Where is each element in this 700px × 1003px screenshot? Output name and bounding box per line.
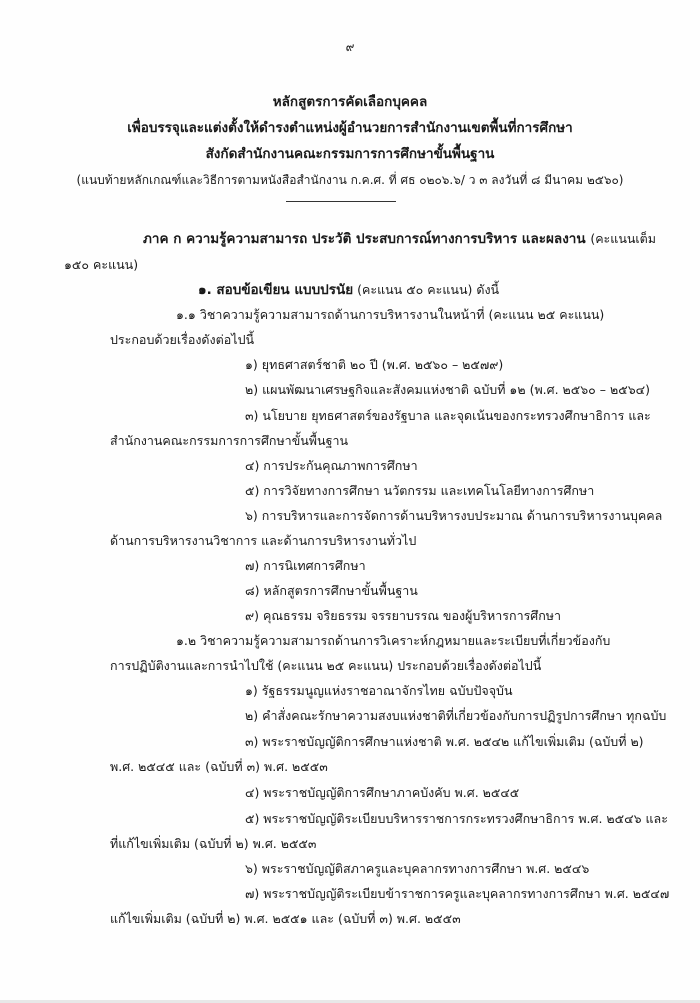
list-item-cont: พ.ศ. ๒๕๔๕ และ (ฉบับที่ ๓) พ.ศ. ๒๕๕๓ bbox=[110, 759, 328, 774]
list-item: ๕) การวิจัยทางการศึกษา นวัตกรรม และเทคโนโลยีทางการศึกษา bbox=[245, 483, 595, 498]
part-a-heading-text: ภาค ก ความรู้ความสามารถ ประวัติ ประสบการณ์ทางการบริหาร และผลงาน bbox=[143, 231, 586, 247]
section-1-score: (คะแนน ๕๐ คะแนน) ดังนี้ bbox=[357, 282, 500, 297]
list-item: ๓) พระราชบัญญัติการศึกษาแห่งชาติ พ.ศ. ๒๕๔๒ แก้ไขเพิ่มเติม (ฉบับที่ ๒) bbox=[245, 734, 644, 749]
divider-rule bbox=[286, 201, 396, 202]
part-a-heading-cont: ๑๕๐ คะแนน) bbox=[64, 257, 139, 272]
list-item: ๖) การบริหารและการจัดการด้านบริหารงบประมาณ ด้านการบริหารงานบุคคล bbox=[245, 508, 663, 523]
sub-1-2-line-2: การปฏิบัติงานและการนำไปใช้ (คะแนน ๒๕ คะแนน) ประกอบด้วยเรื่องดังต่อไปนี้ bbox=[110, 658, 542, 673]
title-line-1: หลักสูตรการคัดเลือกบุคคล bbox=[272, 94, 428, 110]
sub-1-1-line-2: ประกอบด้วยเรื่องดังต่อไปนี้ bbox=[110, 332, 255, 347]
list-item: ๕) พระราชบัญญัติระเบียบบริหารราชการกระทรวงศึกษาธิการ พ.ศ. ๒๕๔๖ และ bbox=[245, 811, 668, 826]
title-line-2: เพื่อบรรจุและแต่งตั้งให้ดำรงตำแหน่งผู้อำนวยการสำนักงานเขตพื้นที่การศึกษา bbox=[127, 120, 573, 136]
section-1-heading bbox=[198, 281, 499, 299]
list-item-cont: สำนักงานคณะกรรมการการศึกษาขั้นพื้นฐาน bbox=[110, 433, 349, 448]
list-item: ๒) แผนพัฒนาเศรษฐกิจและสังคมแห่งชาติ ฉบับที่ ๑๒ (พ.ศ. ๒๕๖๐ – ๒๕๖๔) bbox=[245, 382, 650, 397]
list-item: ๒) คำสั่งคณะรักษาความสงบแห่งชาติที่เกี่ยวข้องกับการปฏิรูปการศึกษา ทุกฉบับ bbox=[245, 708, 667, 723]
page-number: ๙ bbox=[345, 40, 355, 54]
list-item: ๑) ยุทธศาสตร์ชาติ ๒๐ ปี (พ.ศ. ๒๕๖๐ – ๒๕๗๙) bbox=[245, 357, 504, 372]
list-item: ๘) หลักสูตรการศึกษาขั้นพื้นฐาน bbox=[245, 583, 418, 598]
sub-1-2-line-1: ๑.๒ วิชาความรู้ความสามารถด้านการวิเคราะห์กฎหมายและระเบียบที่เกี่ยวข้องกับ bbox=[176, 633, 611, 648]
list-item: ๔) การประกันคุณภาพการศึกษา bbox=[245, 458, 418, 473]
list-item: ๔) พระราชบัญญัติการศึกษาภาคบังคับ พ.ศ. ๒๕๔๕ bbox=[245, 785, 520, 800]
list-item: ๗) พระราชบัญญัติระเบียบข้าราชการครูและบุคลากรทางการศึกษา พ.ศ. ๒๕๔๗ bbox=[245, 886, 670, 901]
list-item: ๖) พระราชบัญญัติสภาครูและบุคลากรทางการศึกษา พ.ศ. ๒๕๔๖ bbox=[245, 861, 590, 876]
list-item-cont: แก้ไขเพิ่มเติม (ฉบับที่ ๒) พ.ศ. ๒๕๕๑ และ (ฉบับที่ ๓) พ.ศ. ๒๕๕๓ bbox=[110, 911, 461, 926]
list-item: ๙) คุณธรรม จริยธรรม จรรยาบรรณ ของผู้บริหารการศึกษา bbox=[245, 608, 562, 623]
list-item: ๗) การนิเทศการศึกษา bbox=[245, 558, 366, 573]
section-1-label: ๑. สอบข้อเขียน แบบปรนัย bbox=[198, 282, 354, 298]
list-item-cont: ที่แก้ไขเพิ่มเติม (ฉบับที่ ๒) พ.ศ. ๒๕๕๓ bbox=[110, 836, 317, 851]
part-a-heading-score: (คะแนนเต็ม bbox=[590, 231, 657, 246]
list-item: ๓) นโยบาย ยุทธศาสตร์ของรัฐบาล และจุดเน้นของกระทรวงศึกษาธิการ และ bbox=[245, 408, 651, 423]
sub-1-1-line-1: ๑.๑ วิชาความรู้ความสามารถด้านการบริหารงานในหน้าที่ (คะแนน ๒๕ คะแนน) bbox=[176, 307, 605, 322]
part-a-heading bbox=[143, 230, 656, 248]
list-item-cont: ด้านการบริหารงานวิชาการ และด้านการบริหารงานทั่วไป bbox=[110, 533, 417, 548]
title-line-3: สังกัดสำนักงานคณะกรรมการการศึกษาขั้นพื้นฐาน bbox=[205, 146, 495, 162]
title-subtitle: (แนบท้ายหลักเกณฑ์และวิธีการตามหนังสือสำนักงาน ก.ค.ศ. ที่ ศธ ๐๒๐๖.๖/ ว ๓ ลงวันที่ ๘ มีนาคม ๒๕๖๐) bbox=[76, 173, 624, 187]
list-item: ๑) รัฐธรรมนูญแห่งราชอาณาจักรไทย ฉบับปัจจุบัน bbox=[245, 683, 513, 698]
